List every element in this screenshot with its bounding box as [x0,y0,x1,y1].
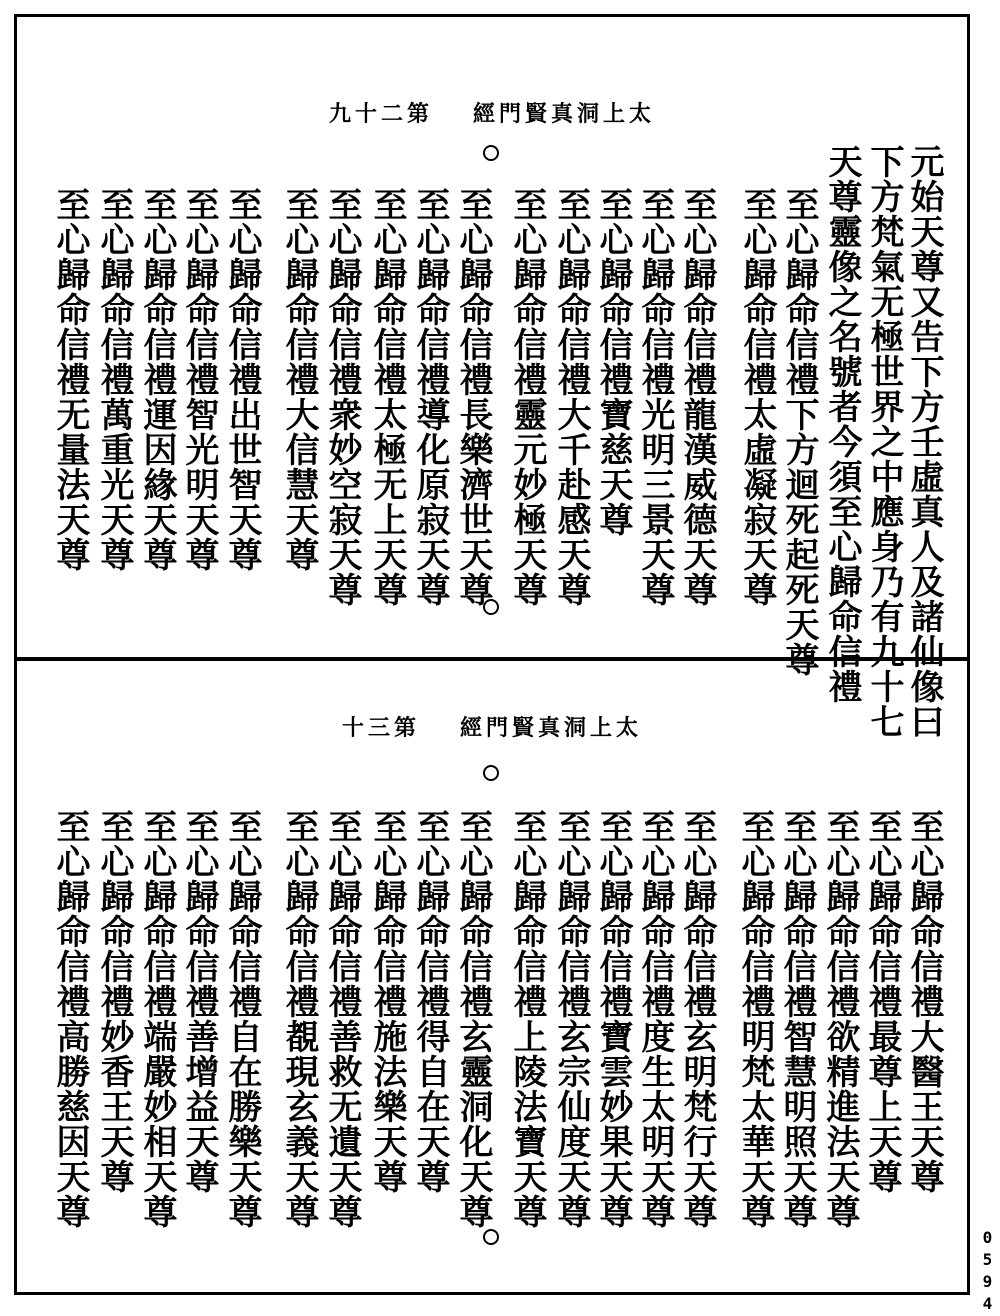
bottom-lower-circle-mark [483,1229,499,1245]
bottom-col-5: 至心歸命信禮明梵太華天尊 [735,809,775,1229]
top-col-6: 至心歸命信禮龍漢威德天尊 [677,187,717,607]
bottom-header [17,711,967,742]
top-col-14: 至心歸命信禮衆妙空寂天尊 [322,187,362,607]
bottom-col-1: 至心歸命信禮大醫王天尊 [904,809,944,1194]
top-col-12: 至心歸命信禮導化原寂天尊 [410,187,450,607]
top-header-section: 第二十九 [328,101,433,127]
top-header [17,97,967,128]
top-col-18: 至心歸命信禮運因緣天尊 [137,187,177,572]
top-col-19: 至心歸命信禮萬重光天尊 [94,187,134,572]
bottom-col-2: 至心歸命信禮最尊上天尊 [862,809,902,1194]
top-col-2: 下方梵氣无極世界之中應身乃有九十七 [864,144,904,739]
top-col-10: 至心歸命信禮靈元妙極天尊 [507,187,547,607]
top-col-16: 至心歸命信禮出世智天尊 [222,187,262,572]
bottom-col-6: 至心歸命信禮玄明梵行天尊 [677,809,717,1229]
bottom-upper-circle-mark [483,765,499,781]
top-col-13: 至心歸命信禮太極无上天尊 [367,187,407,607]
bottom-header-section: 第三十 [341,715,420,741]
bottom-col-7: 至心歸命信禮度生太明天尊 [635,809,675,1229]
top-col-20: 至心歸命信禮无量法天尊 [50,187,90,572]
bottom-col-13: 至心歸命信禮施法樂天尊 [367,809,407,1194]
bottom-col-17: 至心歸命信禮善增益天尊 [179,809,219,1194]
bottom-col-3: 至心歸命信禮欲精進法天尊 [820,809,860,1229]
top-col-3: 天尊靈像之名號者今須至心歸命信禮 [822,144,862,704]
bottom-col-4: 至心歸命信禮智慧明照天尊 [777,809,817,1229]
bottom-col-18: 至心歸命信禮端嚴妙相天尊 [137,809,177,1229]
top-col-15: 至心歸命信禮大信慧天尊 [279,187,319,572]
bottom-col-10: 至心歸命信禮上陵法寶天尊 [507,809,547,1229]
top-col-17: 至心歸命信禮智光明天尊 [179,187,219,572]
bottom-col-8: 至心歸命信禮寶雲妙果天尊 [593,809,633,1229]
top-header-title: 太上洞真賢門經 [473,101,656,127]
bottom-header-title: 太上洞真賢門經 [460,715,643,741]
page-number: 0594 [978,1228,997,1316]
top-upper-circle-mark [483,145,499,161]
bottom-col-12: 至心歸命信禮得自在天尊 [410,809,450,1194]
bottom-col-19: 至心歸命信禮妙香王天尊 [94,809,134,1194]
top-col-9: 至心歸命信禮大千赴感天尊 [551,187,591,607]
bottom-col-9: 至心歸命信禮玄宗仙度天尊 [551,809,591,1229]
bottom-col-11: 至心歸命信禮玄靈洞化天尊 [453,809,493,1229]
top-col-11: 至心歸命信禮長樂濟世天尊 [453,187,493,607]
bottom-col-20: 至心歸命信禮高勝慈因天尊 [50,809,90,1229]
top-col-5: 至心歸命信禮太虛凝寂天尊 [737,187,777,607]
bottom-col-16: 至心歸命信禮自在勝樂天尊 [222,809,262,1229]
top-col-7: 至心歸命信禮光明三景天尊 [635,187,675,607]
top-col-4: 至心歸命信禮下方迴死起死天尊 [779,187,819,677]
bottom-col-14: 至心歸命信禮善救无遺天尊 [322,809,362,1229]
top-col-1: 元始天尊又告下方壬虛真人及諸仙像曰 [904,144,944,739]
top-col-8: 至心歸命信禮寶慈天尊 [593,187,633,537]
bottom-col-15: 至心歸命信禮覩現玄義天尊 [279,809,319,1229]
bottom-panel [17,661,967,1292]
